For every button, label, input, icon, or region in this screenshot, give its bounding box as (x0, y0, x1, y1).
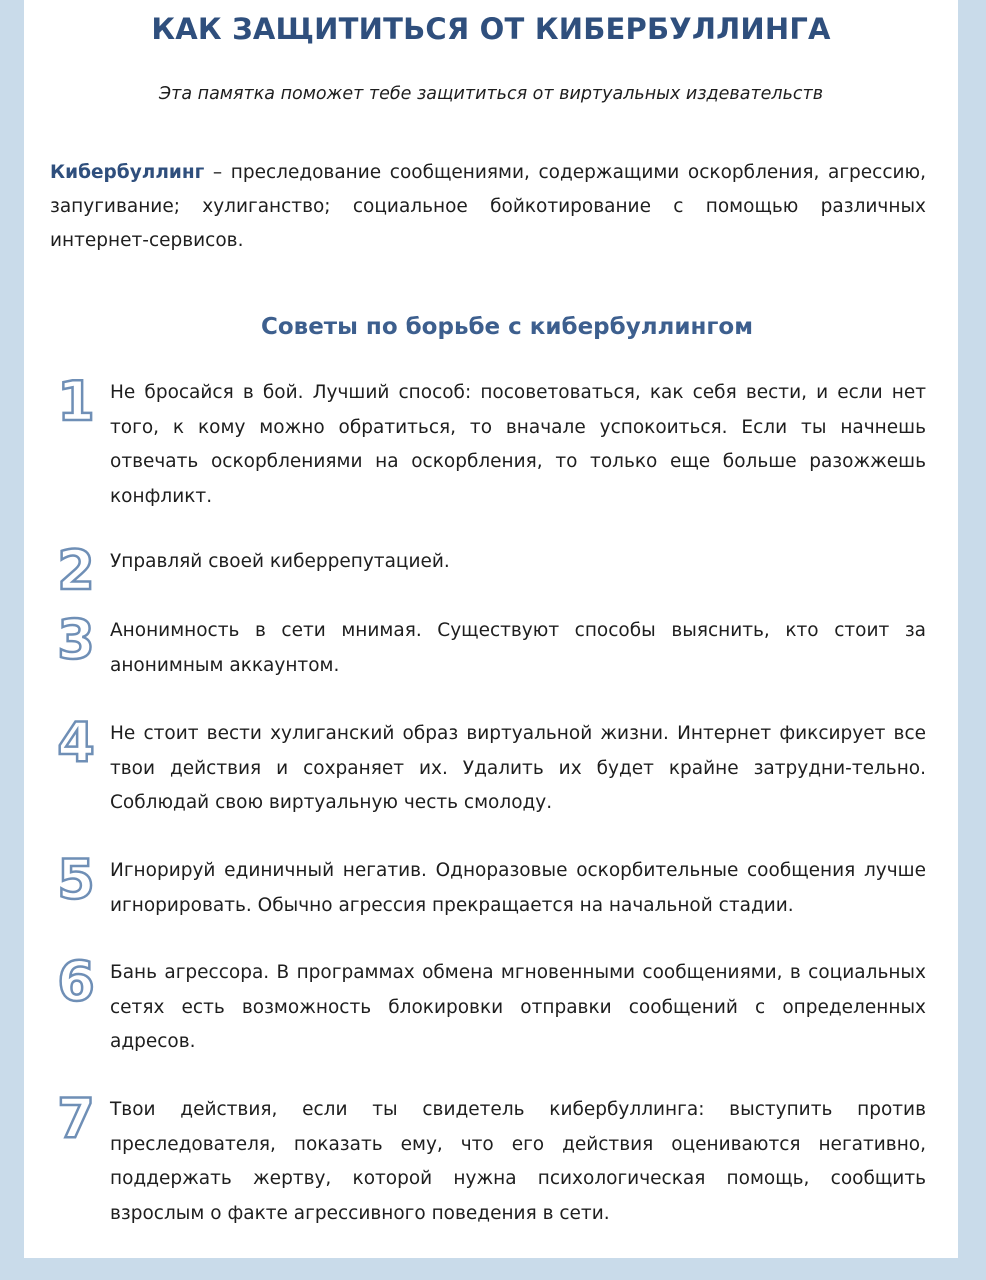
tip-text-7: Твои действия, если ты свидетель кибербуллинга: выступить против преследователя, показать ему, что его действия оцениваются негативно, поддержать жертву, которой нужна психологическая помощь, сообщить взрослым о факте агрессивного поведения в сети. (110, 1099, 926, 1224)
tip-text-6: Бань агрессора. В программах обмена мгновенными сообщениями, в социальных сетях есть возможность блокировки отправки сообщений с определенных адресов. (110, 962, 926, 1052)
tip-text-2: Управляй своей киберрепутацией. (110, 551, 450, 572)
tip-number-3: 3 (57, 608, 95, 671)
memo-sheet (24, 0, 958, 1258)
tip-number-1: 1 (57, 370, 95, 433)
definition-paragraph (50, 156, 926, 258)
tip-number-6: 6 (57, 950, 95, 1013)
tips-heading: Советы по борьбе с кибербуллингом (260, 314, 754, 340)
definition-text: – преследование сообщениями, содержащими оскорбления, агрессию, запугивание; хулиганство; социальное бойкотирование с помощью различных интернет-сервисов. (50, 162, 926, 251)
page-subtitle: Эта памятка поможет тебе защититься от виртуальных издевательств (158, 84, 824, 104)
tip-number-2: 2 (57, 539, 95, 602)
tip-number-4: 4 (57, 711, 95, 774)
tip-text-3: Анонимность в сети мнимая. Существуют способы выяснить, кто стоит за анонимным аккаунтом. (110, 620, 926, 676)
tip-number-5: 5 (57, 848, 95, 911)
page-title: КАК ЗАЩИТИТЬСЯ ОТ КИБЕРБУЛЛИНГА (151, 12, 831, 46)
tip-number-7: 7 (57, 1087, 95, 1150)
definition-term: Кибербуллинг (50, 162, 205, 183)
tip-text-1: Не бросайся в бой. Лучший способ: посоветоваться, как себя вести, и если нет того, к кому можно обратиться, то вначале успокоиться. Если ты начнешь отвечать оскорблениями на оскорбления, то только еще больше разожжешь конфликт. (110, 382, 926, 507)
tip-text-5: Игнорируй единичный негатив. Одноразовые оскорбительные сообщения лучше игнорировать. Обычно агрессия прекращается на начальной стадии. (110, 860, 926, 916)
tip-text-4: Не стоит вести хулиганский образ виртуальной жизни. Интернет фиксирует все твои действия и сохраняет их. Удалить их будет крайне затрудни-тельно. Соблюдай свою виртуальную честь смолоду. (110, 723, 926, 813)
